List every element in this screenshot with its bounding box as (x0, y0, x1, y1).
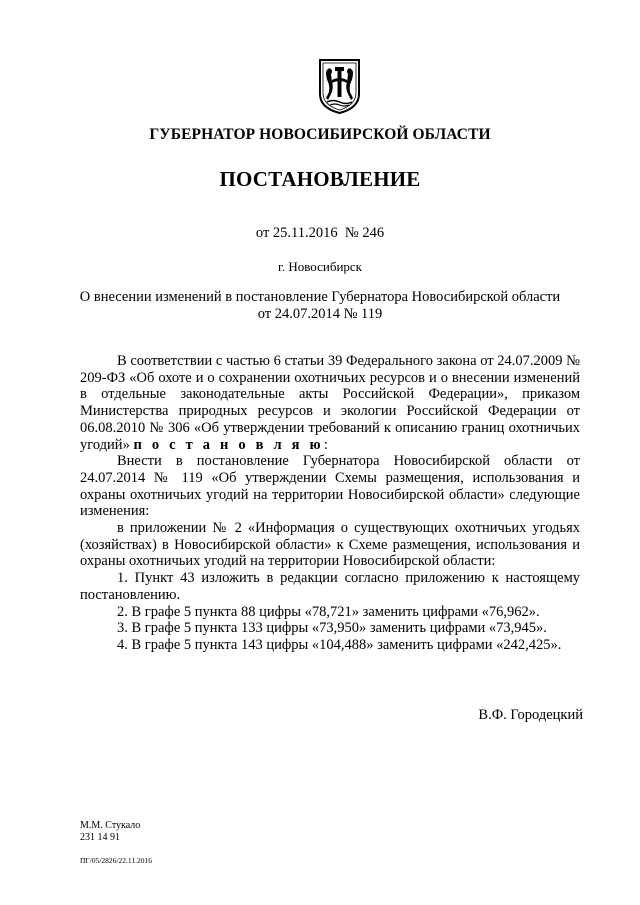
document-title-line1: О внесении изменений в постановление Губернатора Новосибирской области (79, 289, 561, 305)
document-code: ПГ/05/2826/22.11.2016 (80, 856, 152, 865)
coat-of-arms-icon (318, 58, 361, 115)
body-paragraph-amend: Внести в постановление Губернатора Новосибирской области от 24.07.2014 № 119 «Об утверждении Схемы размещения, использования и охраны охотничьих угодий на территории Новосибирской области» следующие изменения: (80, 453, 580, 520)
executor-block (80, 820, 140, 843)
preamble-text: В соответствии с частью 6 статьи 39 Федерального закона от 24.07.2009 № 209-ФЗ «Об охоте и о сохранении охотничьих ресурсов и о внесении изменений в отдельные законодательные акты Российской Федерации», приказом Министерства природных ресурсов и экологии Российской Федерации от 06.08.2010 № 306 «Об утверждении требований к описанию границ охотничьих угодий» (80, 353, 580, 453)
body-item-4: 4. В графе 5 пункта 143 цифры «104,488» заменить цифрами «242,425». (117, 636, 562, 653)
issuing-authority: ГУБЕРНАТОР НОВОСИБИРСКОЙ ОБЛАСТИ (149, 126, 491, 143)
document-body (80, 353, 580, 654)
document-title-line2: от 24.07.2014 № 119 (257, 306, 383, 322)
body-item-2: 2. В графе 5 пункта 88 цифры «78,721» заменить цифрами «76,962». (117, 603, 540, 620)
signatory-name: В.Ф. Городецкий (478, 707, 583, 723)
document-city: г. Новосибирск (277, 259, 362, 274)
document-date-number: от 25.11.2016 № 246 (255, 225, 385, 241)
body-paragraph-appendix: в приложении № 2 «Информация о существующих охотничьих угодьях (хозяйствах) в Новосибирской области» к Схеме размещения, использования и охраны охотничьих угодий на территории Новосибирской области: (80, 520, 580, 570)
body-paragraph-preamble (80, 353, 580, 453)
decree-colon: : (323, 436, 328, 453)
document-type: ПОСТАНОВЛЕНИЕ (219, 167, 421, 191)
body-item-3: 3. В графе 5 пункта 133 цифры «73,950» заменить цифрами «73,945». (117, 620, 547, 637)
body-item-1: 1. Пункт 43 изложить в редакции согласно приложению к настоящему постановлению. (80, 570, 580, 603)
document-title (0, 289, 640, 323)
executor-name: М.М. Стукало (80, 820, 141, 831)
decree-word: п о с т а н о в л я ю (133, 436, 324, 453)
executor-phone: 231 14 91 (80, 831, 120, 843)
